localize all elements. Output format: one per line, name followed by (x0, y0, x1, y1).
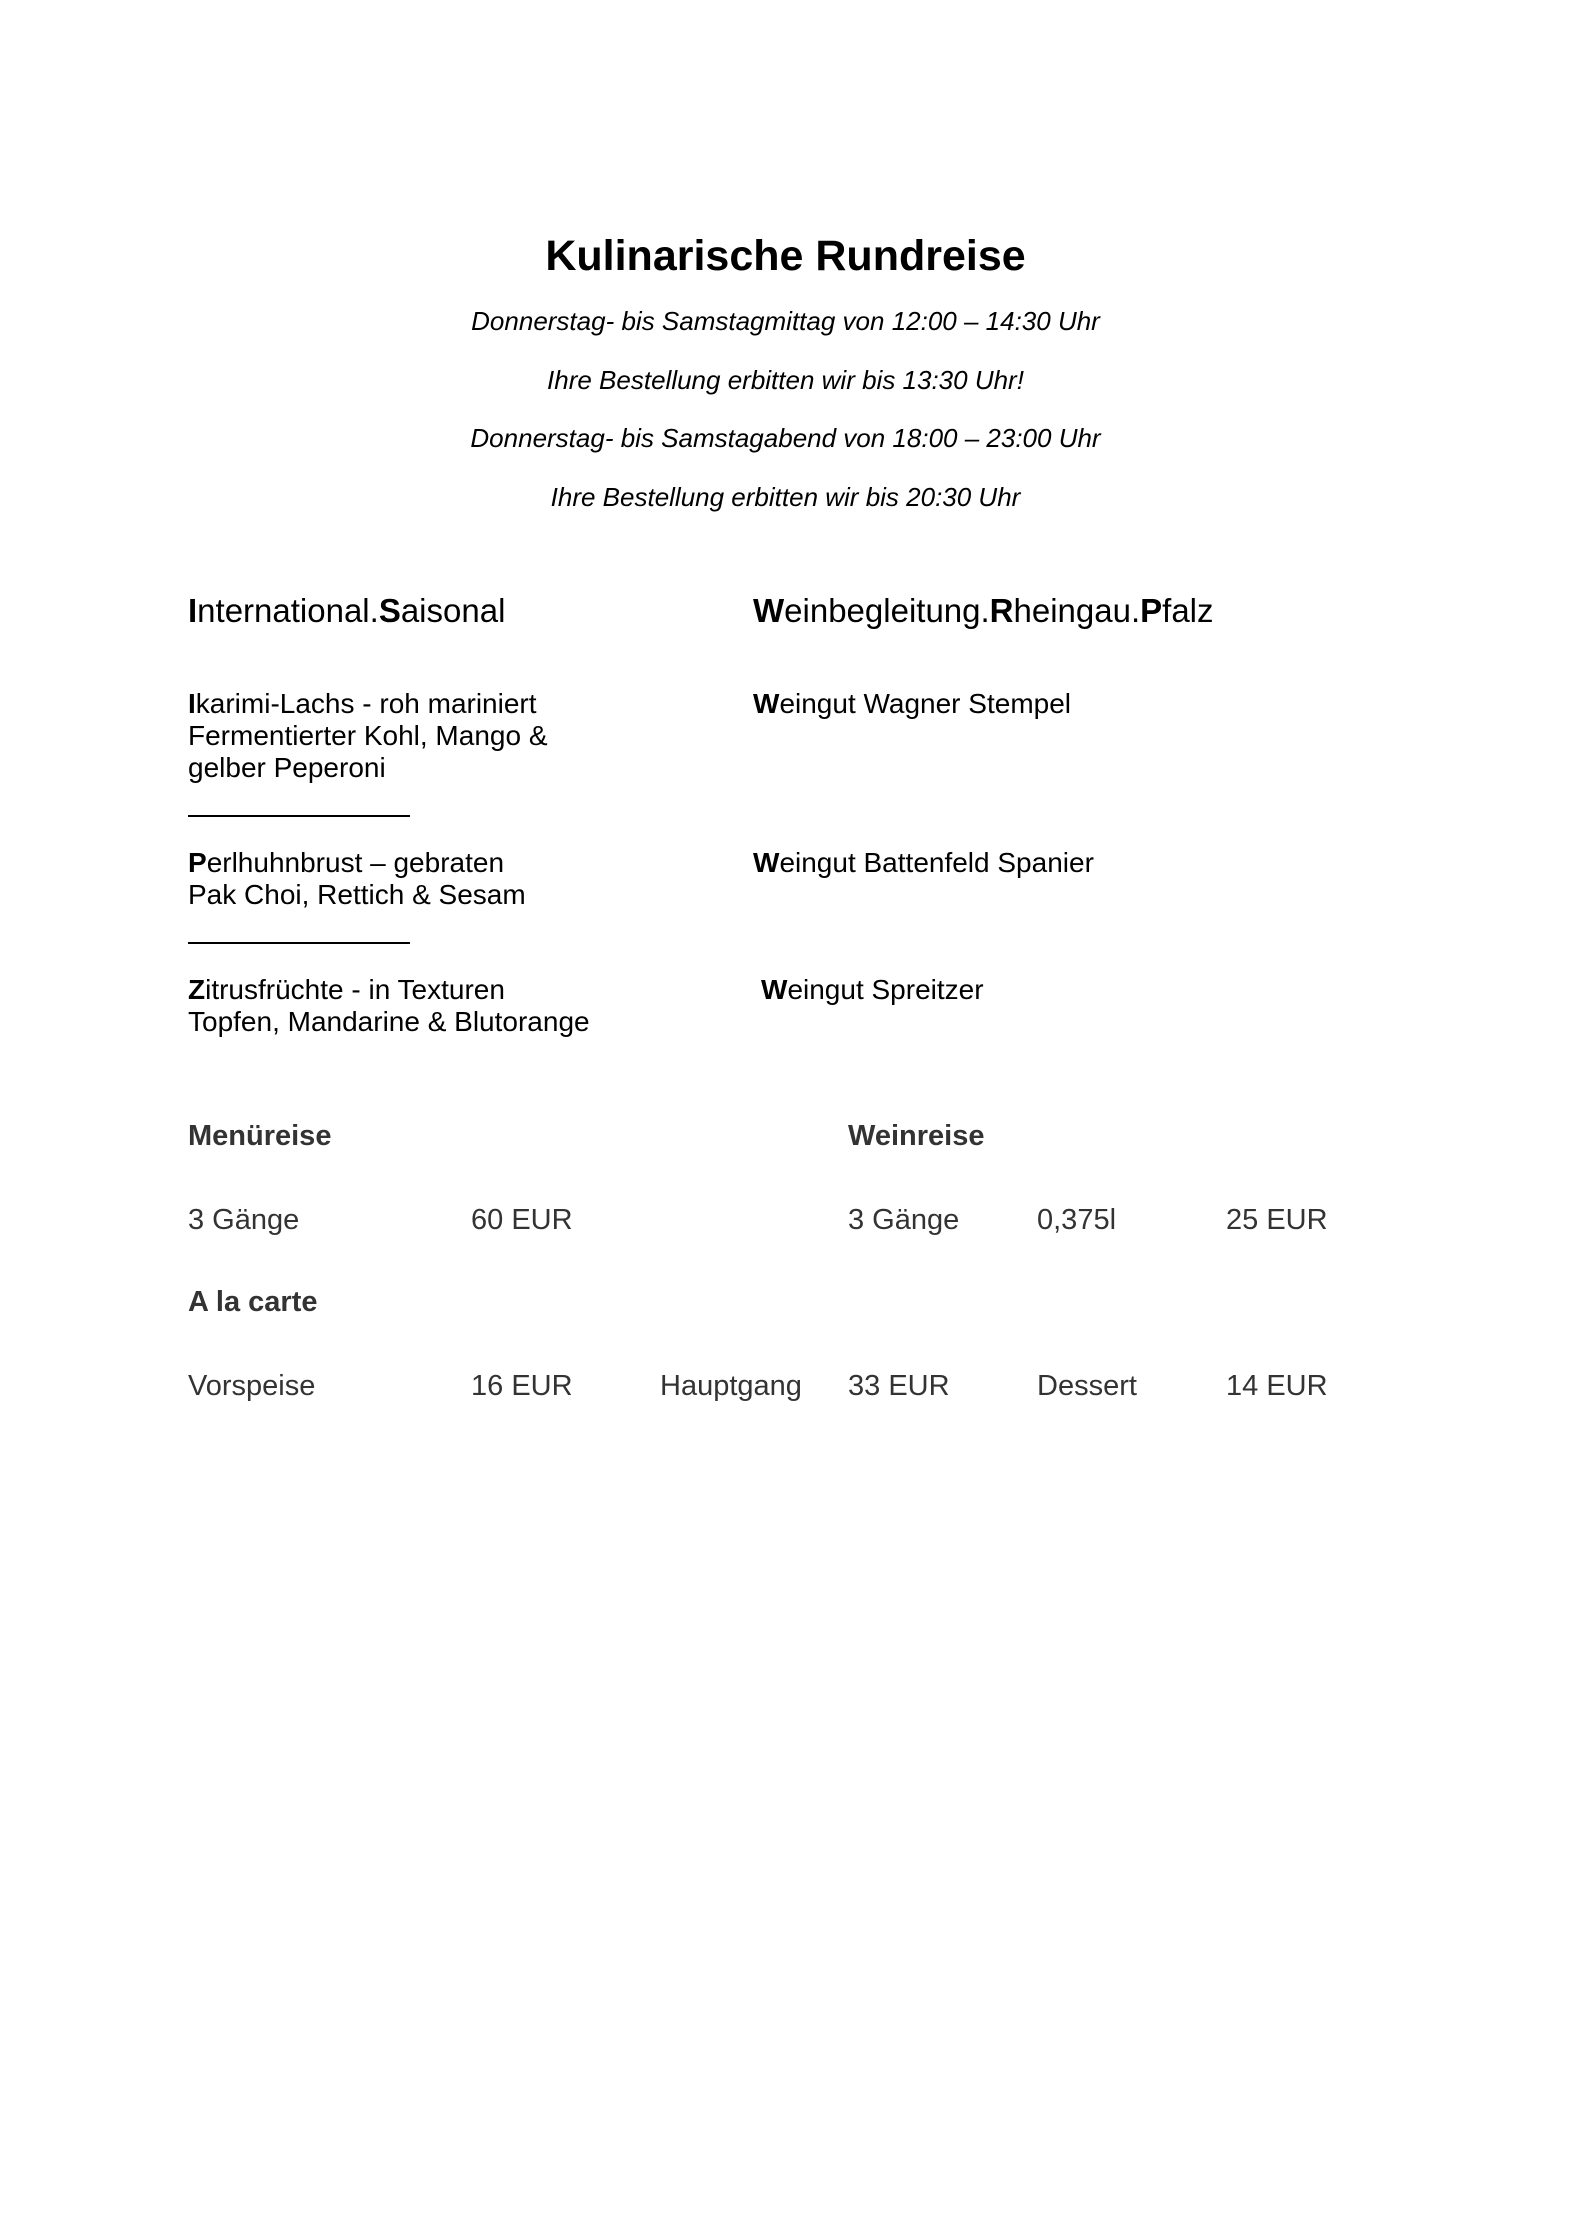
course-initial: P (188, 847, 207, 878)
lunch-order-deadline: Ihre Bestellung erbitten wir bis 13:30 Uhr! (547, 365, 1024, 395)
heading-initial: S (378, 592, 401, 629)
course-description: Topfen, Mandarine & Blutorange (188, 1006, 590, 1037)
course-description: gelber Peperoni (188, 752, 386, 783)
main-price: 33 EUR (848, 1370, 950, 1402)
dinner-order-deadline: Ihre Bestellung erbitten wir bis 20:30 Uhr (550, 482, 1021, 512)
starter-label: Vorspeise (188, 1370, 316, 1402)
wine-trip-price: 25 EUR (1226, 1204, 1328, 1236)
wine-name: eingut Battenfeld Spanier (779, 847, 1094, 878)
course-title (188, 974, 590, 1006)
course-description: Fermentierter Kohl, Mango & (188, 720, 548, 751)
heading-initial: P (1140, 592, 1163, 629)
dessert-price: 14 EUR (1226, 1370, 1328, 1402)
heading-initial: W (753, 592, 785, 629)
heading-text: einbegleitung. (784, 592, 990, 629)
heading-initial: I (188, 592, 198, 629)
heading-text: aisonal (400, 592, 506, 629)
course-dessert (188, 974, 590, 1038)
menu-heading (188, 590, 505, 632)
wine-initial: W (753, 847, 780, 878)
heading-text: falz (1162, 592, 1214, 629)
course-description: Pak Choi, Rettich & Sesam (188, 879, 526, 910)
wine-trip-courses: 3 Gänge (848, 1204, 960, 1236)
course-title (188, 847, 526, 879)
wine-initial: W (753, 688, 780, 719)
wine-pairing-main (753, 847, 1094, 879)
main-label: Hauptgang (660, 1370, 802, 1402)
page-title: Kulinarische Rundreise (545, 232, 1026, 280)
wine-initial: W (761, 974, 788, 1005)
wine-heading (753, 590, 1214, 632)
wine-trip-label: Weinreise (848, 1120, 985, 1152)
course-initial: Z (188, 974, 206, 1005)
starter-price: 16 EUR (471, 1370, 573, 1402)
dinner-hours: Donnerstag- bis Samstagabend von 18:00 – 23:00 Uhr (470, 423, 1101, 453)
dessert-label: Dessert (1037, 1370, 1137, 1402)
a-la-carte-label: A la carte (188, 1286, 318, 1318)
course-title-text: karimi-Lachs - roh mariniert (195, 688, 537, 719)
heading-text: heingau. (1013, 592, 1141, 629)
course-main (188, 847, 526, 911)
course-divider (188, 942, 410, 944)
menu-trip-courses: 3 Gänge (188, 1204, 300, 1236)
course-starter (188, 688, 548, 784)
wine-name: eingut Spreitzer (787, 974, 984, 1005)
heading-text: nternational. (197, 592, 379, 629)
course-title-text: itrusfrüchte - in Texturen (205, 974, 505, 1005)
course-divider (188, 815, 410, 817)
wine-name: eingut Wagner Stempel (779, 688, 1072, 719)
wine-trip-volume: 0,375l (1037, 1204, 1117, 1236)
heading-initial: R (989, 592, 1014, 629)
course-title-text: erlhuhnbrust – gebraten (206, 847, 505, 878)
wine-pairing-dessert (761, 974, 984, 1006)
course-title (188, 688, 548, 720)
menu-trip-price: 60 EUR (471, 1204, 573, 1236)
lunch-hours: Donnerstag- bis Samstagmittag von 12:00 – 14:30 Uhr (471, 306, 1100, 336)
course-initial: I (188, 688, 196, 719)
menu-trip-label: Menüreise (188, 1120, 332, 1152)
wine-pairing-starter (753, 688, 1071, 720)
